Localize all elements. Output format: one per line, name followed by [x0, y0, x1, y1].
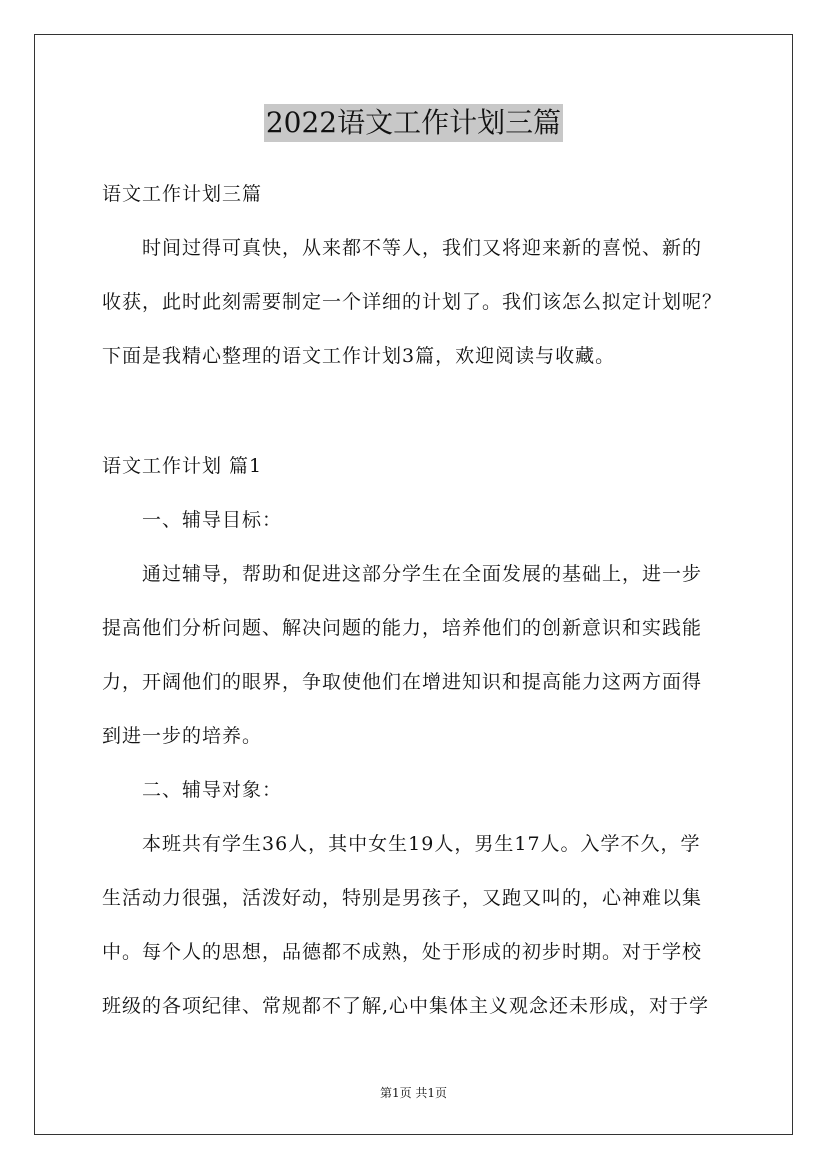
title-container — [0, 104, 827, 142]
page-footer: 第1页 共1页 — [379, 1086, 448, 1100]
document-subtitle: 语文工作计划三篇 — [102, 183, 263, 205]
intro-line-2: 收获，此时此刻需要制定一个详细的计划了。我们该怎么拟定计划呢？ — [102, 291, 723, 313]
goal-line-3: 力，开阔他们的眼界，争取使他们在增进知识和提高能力这两方面得 — [102, 671, 703, 693]
goal-line-2: 提高他们分析问题、解决问题的能力，培养他们的创新意识和实践能 — [102, 617, 703, 639]
intro-line-3: 下面是我精心整理的语文工作计划3篇，欢迎阅读与收藏。 — [102, 345, 616, 367]
target-line-3: 中。每个人的思想，品德都不成熟，处于形成的初步时期。对于学校 — [102, 941, 703, 963]
intro-line-1: 时间过得可真快，从来都不等人，我们又将迎来新的喜悦、新的 — [142, 237, 703, 259]
target-heading: 二、辅导对象： — [142, 779, 283, 801]
section-heading: 语文工作计划 篇1 — [102, 455, 263, 477]
target-line-4: 班级的各项纪律、常规都不了解,心中集体主义观念还未形成，对于学 — [102, 995, 710, 1017]
goal-line-4: 到进一步的培养。 — [102, 725, 263, 747]
goal-line-1: 通过辅导，帮助和促进这部分学生在全面发展的基础上，进一步 — [142, 563, 703, 585]
goal-heading: 一、辅导目标： — [142, 509, 283, 531]
target-line-1: 本班共有学生36人，其中女生19人，男生17人。入学不久，学 — [142, 833, 701, 855]
target-line-2: 生活动力很强，活泼好动，特别是男孩子，又跑又叫的，心神难以集 — [102, 887, 703, 909]
document-title: 2022语文工作计划三篇 — [264, 104, 563, 142]
